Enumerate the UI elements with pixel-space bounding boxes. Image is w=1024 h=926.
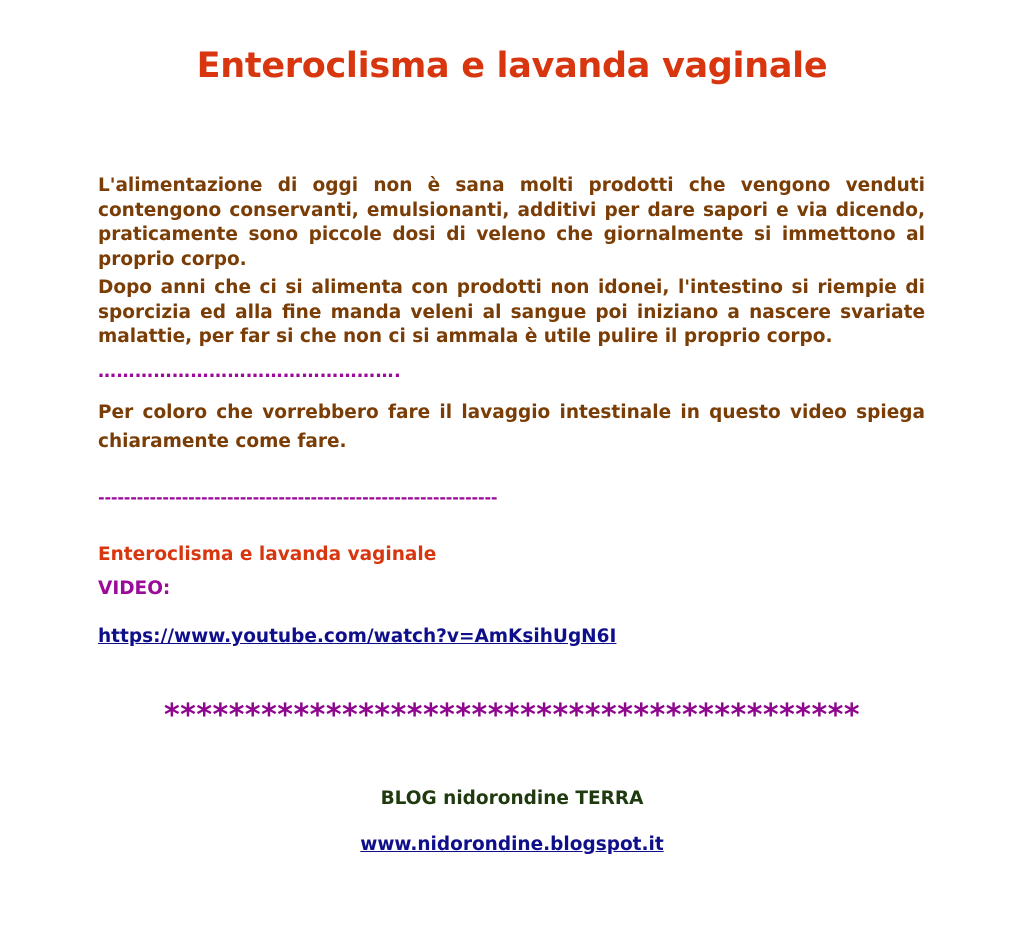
paragraph-intro: L'alimentazione di oggi non è sana molti prodotti che vengono venduti contengono conservanti, emulsionanti, additivi per dare sapori e via dicendo, praticamente sono piccole dosi di veleno che giornalmente si immettono al proprio corpo. — [98, 175, 925, 270]
stars-separator: ******************************************* — [163, 698, 861, 733]
post-title: Enteroclisma e lavanda vaginale — [196, 46, 828, 86]
blog-link[interactable]: www.nidorondine.blogspot.it — [360, 834, 664, 855]
paragraph-video-intro: Per coloro che vorrebbero fare il lavaggio intestinale in questo video spiega chiaramente come fare. — [98, 402, 925, 452]
paragraph-problem: Dopo anni che ci si alimenta con prodotti non idonei, l'intestino si riempie di sporcizia ed alla fine manda veleni al sangue poi iniziano a nascere svariate malattie, per far si che non ci si ammala è utile pulire il proprio corpo. — [98, 277, 925, 347]
dots-separator: …………………………………………. — [98, 361, 402, 382]
video-link[interactable]: https://www.youtube.com/watch?v=AmKsihUgN6I — [98, 626, 617, 647]
blog-link-row — [0, 832, 1024, 858]
video-title: Enteroclisma e lavanda vaginale — [98, 544, 437, 565]
dash-separator: -------------------------------------------------------------- — [98, 488, 498, 507]
blog-name: BLOG nidorondine TERRA — [380, 788, 644, 809]
video-label: VIDEO: — [98, 578, 171, 599]
